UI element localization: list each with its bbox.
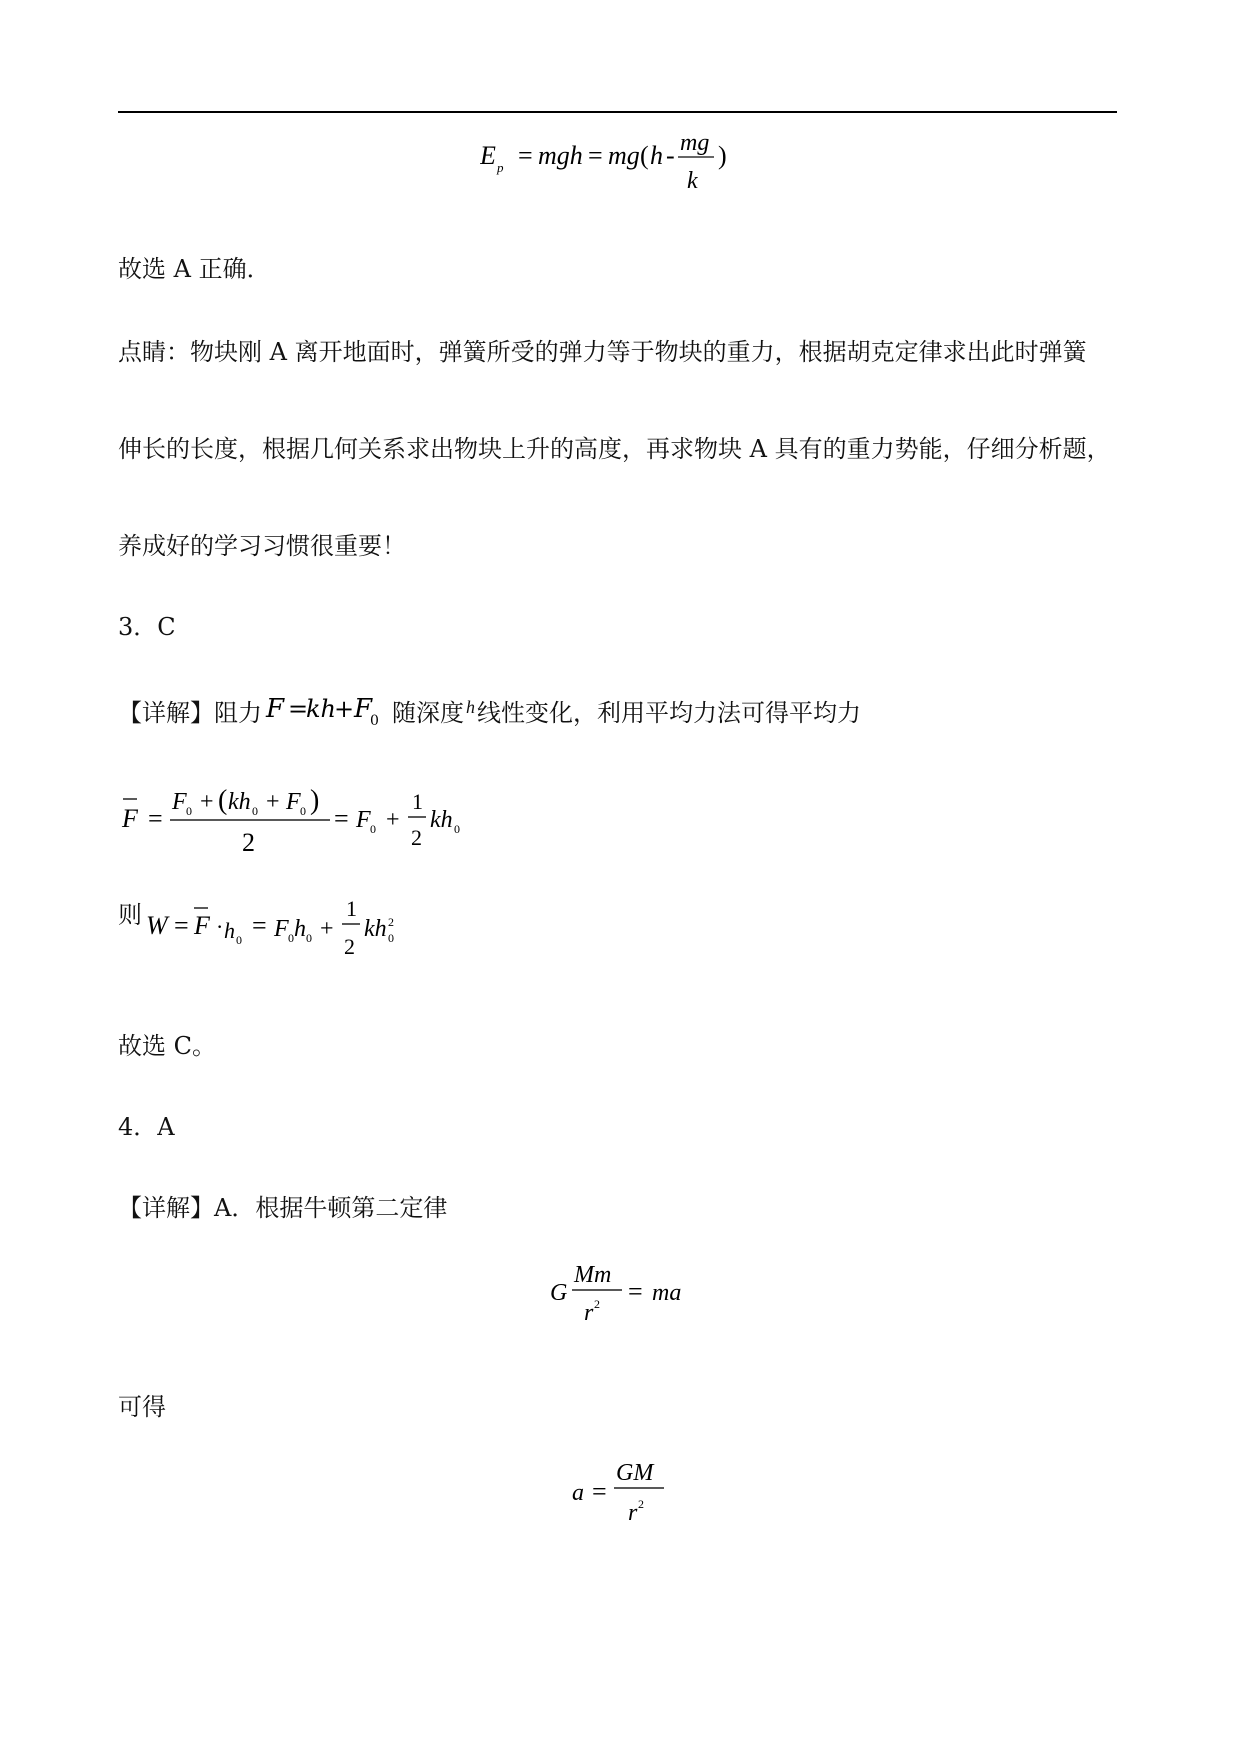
svg-text:2: 2 bbox=[594, 1297, 600, 1311]
potential-energy-formula bbox=[480, 130, 760, 205]
svg-text:0: 0 bbox=[236, 933, 242, 947]
comment-line-3: 养成好的学习习惯很重要！ bbox=[118, 532, 406, 560]
svg-text:=: = bbox=[288, 694, 309, 723]
svg-text:=: = bbox=[252, 911, 267, 940]
svg-text:GM: GM bbox=[616, 1460, 654, 1486]
svg-text:mg: mg bbox=[680, 130, 710, 156]
svg-text:=: = bbox=[334, 804, 349, 833]
svg-text:0: 0 bbox=[300, 804, 306, 818]
question-4-answer: 4．A bbox=[118, 1113, 175, 1141]
svg-text:E: E bbox=[480, 141, 496, 170]
svg-text:a: a bbox=[572, 1480, 584, 1506]
average-force-formula bbox=[120, 785, 480, 880]
svg-text:W: W bbox=[146, 911, 168, 940]
svg-text:): ) bbox=[718, 141, 727, 170]
question-3-answer: 3．C bbox=[118, 613, 176, 641]
question-3-detail bbox=[118, 692, 861, 735]
header-divider bbox=[118, 111, 1117, 113]
svg-text:0: 0 bbox=[370, 822, 376, 836]
gravitation-formula bbox=[548, 1258, 698, 1343]
resistance-formula bbox=[262, 695, 392, 735]
svg-text:kh: kh bbox=[228, 789, 251, 815]
svg-text:0: 0 bbox=[388, 931, 394, 945]
svg-text:r: r bbox=[628, 1500, 638, 1526]
svg-text:G: G bbox=[550, 1280, 568, 1306]
question-4-detail: 【详解】A．根据牛顿第二定律 bbox=[118, 1194, 448, 1222]
svg-text:=: = bbox=[518, 141, 533, 170]
svg-text:Mm: Mm bbox=[574, 1262, 612, 1288]
svg-text:F: F bbox=[274, 916, 289, 942]
svg-text:kh: kh bbox=[430, 807, 453, 833]
svg-text:+: + bbox=[386, 807, 400, 833]
svg-text:kh: kh bbox=[364, 916, 387, 942]
svg-text:=: = bbox=[592, 1477, 607, 1506]
svg-text:0: 0 bbox=[454, 822, 460, 836]
depth-variable: h bbox=[466, 697, 475, 717]
question-3-conclusion: 故选 C。 bbox=[118, 1032, 216, 1060]
svg-text:2: 2 bbox=[242, 828, 255, 857]
svg-text:F: F bbox=[172, 789, 187, 815]
detail-mid: 随深度 bbox=[392, 699, 464, 727]
svg-text:-: - bbox=[666, 141, 675, 170]
svg-text:mg: mg bbox=[608, 141, 640, 170]
svg-text:ma: ma bbox=[652, 1280, 682, 1306]
svg-text:2: 2 bbox=[638, 1497, 644, 1511]
svg-text:=: = bbox=[174, 911, 189, 940]
svg-text:0: 0 bbox=[288, 931, 294, 945]
svg-text:+: + bbox=[334, 694, 355, 723]
svg-text:=: = bbox=[588, 141, 603, 170]
svg-text:F: F bbox=[354, 694, 373, 724]
detail-suffix: 线性变化，利用平均力法可得平均力 bbox=[477, 699, 861, 727]
svg-text:(: ( bbox=[218, 785, 228, 816]
can-get-line: 可得 bbox=[118, 1393, 166, 1421]
comment-line-2: 伸长的长度，根据几何关系求出物块上升的高度，再求物块 A 具有的重力势能，仔细分析题， bbox=[118, 435, 1111, 463]
svg-text:h: h bbox=[650, 141, 663, 170]
svg-text:=: = bbox=[148, 804, 163, 833]
detail-prefix: 【详解】阻力 bbox=[118, 699, 262, 727]
svg-text:F: F bbox=[286, 789, 301, 815]
svg-text:2: 2 bbox=[388, 915, 394, 929]
svg-text:=: = bbox=[628, 1277, 643, 1306]
svg-text:r: r bbox=[584, 1300, 594, 1326]
svg-text:F: F bbox=[122, 804, 138, 833]
svg-text:+: + bbox=[200, 789, 214, 815]
work-prefix: 则 bbox=[118, 901, 142, 929]
work-formula bbox=[144, 896, 434, 981]
svg-text:kh: kh bbox=[306, 694, 336, 723]
svg-text:2: 2 bbox=[411, 825, 422, 850]
comment-line-1: 点睛：物块刚 A 离开地面时，弹簧所受的弹力等于物块的重力，根据胡克定律求出此时弹簧 bbox=[118, 338, 1087, 366]
acceleration-formula bbox=[570, 1456, 690, 1541]
svg-text:k: k bbox=[687, 168, 698, 194]
svg-text:(: ( bbox=[640, 141, 649, 170]
svg-text:1: 1 bbox=[346, 896, 357, 921]
svg-text:): ) bbox=[310, 785, 320, 816]
choose-a-line: 故选 A 正确． bbox=[118, 255, 271, 283]
svg-text:0: 0 bbox=[252, 804, 258, 818]
svg-text:+: + bbox=[320, 916, 334, 942]
svg-text:F: F bbox=[266, 694, 285, 724]
svg-text:h: h bbox=[294, 916, 306, 942]
svg-text:p: p bbox=[497, 160, 504, 175]
svg-text:F: F bbox=[356, 807, 371, 833]
svg-text:+: + bbox=[266, 789, 280, 815]
work-line bbox=[118, 900, 142, 930]
svg-text:h: h bbox=[224, 918, 235, 943]
svg-text:0: 0 bbox=[306, 931, 312, 945]
svg-text:0: 0 bbox=[186, 804, 192, 818]
svg-text:1: 1 bbox=[412, 789, 423, 814]
svg-text:F: F bbox=[194, 911, 210, 940]
svg-text:0: 0 bbox=[370, 712, 379, 729]
svg-text:mgh: mgh bbox=[538, 141, 583, 170]
svg-text:·: · bbox=[216, 914, 224, 939]
svg-text:2: 2 bbox=[344, 934, 355, 959]
